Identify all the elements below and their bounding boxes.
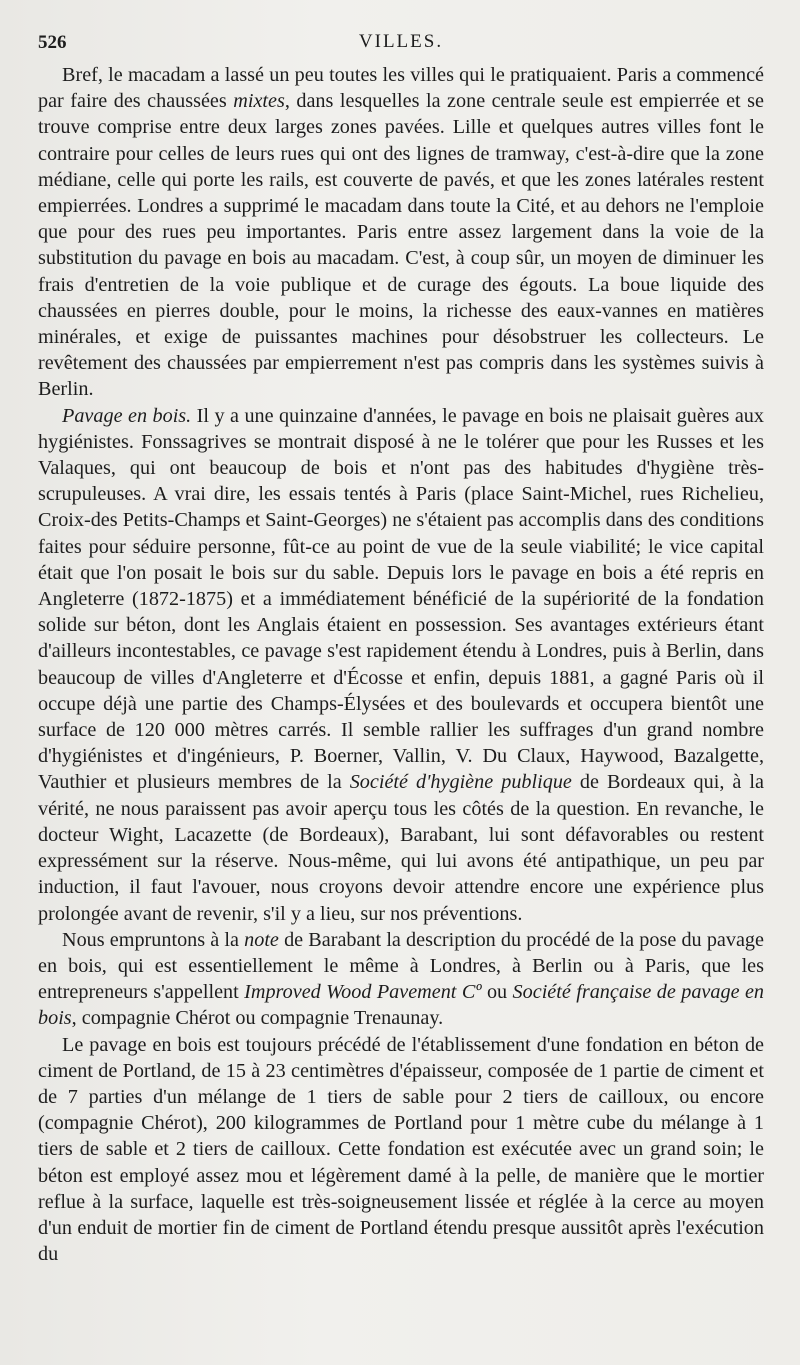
text-run: Nous empruntons à la: [62, 928, 245, 951]
text-run: , dans lesquelles la zone centrale seule est empierrée et se trouve comprise entre deux larges zones pavées. Lille et quelques autres villes font le contraire pour celles de leurs rues qui ont des lignes de tramway, c'est-à-dire que la zone médiane, celle qui porte les rails, est couverte de pavés, et que les zones latérales restent empierrées. Londres a supprimé le macadam dans toute la Cité, et au dehors ne l'emploie que pour des rues peu importantes. Paris entre assez largement dans la voie de la substitution du pavage en bois au macadam. C'est, à coup sûr, un moyen de diminuer les frais d'entretien de la voie publique et de curage des égouts. La boue liquide des chaussées en pierres double, pour le moins, la richesse des eaux-vannes en matières minérales, et exige de puissantes machines pour désobstruer les collecteurs. Le revêtement des chaussées par empierrement n'est pas compris dans les systèmes suivis à Berlin.: [38, 90, 764, 401]
italic-text: mixtes: [233, 90, 285, 113]
text-run: de Bordeaux qui, à la vérité, ne nous paraissent pas avoir aperçu tous les côtés de la question. En revanche, le docteur Wight, Lacazette (de Bordeaux), Barabant, lui sont défavorables ou restent expressément sur la réserve. Nous-même, qui lui avons été antipathique, un peu par induction, il faut l'avouer, nous croyons devoir attendre encore une expérience plus prolongée avant de revenir, s'il y a lieu, sur nos préventions.: [38, 771, 764, 925]
paragraph: [38, 927, 764, 1032]
italic-text: Improved Wood Pavement Cº: [244, 981, 482, 1004]
text-run: Bref, le macadam a lassé un peu toutes les villes qui le pratiquaient. Paris a commencé par faire des chaussées: [38, 64, 764, 113]
italic-text: note: [244, 928, 279, 951]
paragraph: [38, 62, 764, 403]
italic-text: Société d'hygiène publique: [349, 771, 572, 794]
text-run: Il y a une quinzaine d'années, le pavage en bois ne plaisait guères aux hygiénistes. Fonssagrives se montrait disposé à ne le tolérer que pour les Russes et les Valaques, qui ont beaucoup de bois et n'ont pas des habitudes d'hygiène très-scrupuleuses. A vrai dire, les essais tentés à Paris (place Saint-Michel, rues Richelieu, Croix-des Petits-Champs et Saint-Georges) ne s'étaient pas accomplis dans des conditions faites pour séduire personne, fût-ce au point de vue de la seule viabilité; le vice capital était que l'on posait le bois sur du sable. Depuis lors le pavage en bois a été repris en Angleterre (1872-1875) et a immédiatement bénéficié de la supériorité de la fondation solide sur béton, dont les Anglais étaient en possession. Ses avantages extérieurs étant d'ailleurs incontestables, ce pavage s'est rapidement étendu à Londres, puis à Berlin, dans beaucoup de villes d'Angleterre et d'Écosse et enfin, depuis 1881, a gagné Paris où il occupe déjà une partie des Champs-Élysées et des boulevards et occupera bientôt une surface de 120 000 mètres carrés. Il semble rallier les suffrages d'un grand nombre d'hygiénistes et d'ingénieurs, P. Boerner, Vallin, V. Du Claux, Haywood, Bazalgette, Vauthier et plusieurs membres de la: [38, 404, 764, 794]
body-text: [38, 62, 764, 1267]
italic-text: Pavage en bois.: [62, 404, 192, 427]
paragraph: [38, 403, 764, 927]
text-run: ou: [481, 981, 513, 1004]
text-run: de Barabant la description du procédé de la pose du pavage en bois, qui est essentiellement le même à Londres, à Berlin ou à Paris, que les entrepreneurs s'appellent: [38, 928, 764, 1004]
text-run: Le pavage en bois est toujours précédé de l'établissement d'une fondation en béton de ciment de Portland, de 15 à 23 centimètres d'épaisseur, composée de 1 partie de ciment et de 7 parties d'un mélange de 1 tiers de sable pour 2 tiers de cailloux, ou encore (compagnie Chérot), 200 kilogrammes de Portland pour 1 mètre cube du mélange à 1 tiers de sable et 2 tiers de cailloux. Cette fondation est exécutée avec un grand soin; le béton est employé assez mou et légèrement damé à la pelle, de manière que le mortier reflue à la surface, laquelle est très-soigneusement lissée et réglée à la cerce au moyen d'un enduit de mortier fin de ciment de Portland étendu presque aussitôt après l'exécution du: [38, 1033, 764, 1266]
page-number: 526: [38, 32, 67, 53]
paragraph: [38, 1032, 764, 1268]
page-header: [38, 28, 764, 62]
text-run: , compagnie Chérot ou compagnie Trenaunay.: [71, 1007, 444, 1030]
italic-text: Société française de pavage en bois: [38, 981, 764, 1030]
running-title: VILLES.: [358, 31, 444, 52]
